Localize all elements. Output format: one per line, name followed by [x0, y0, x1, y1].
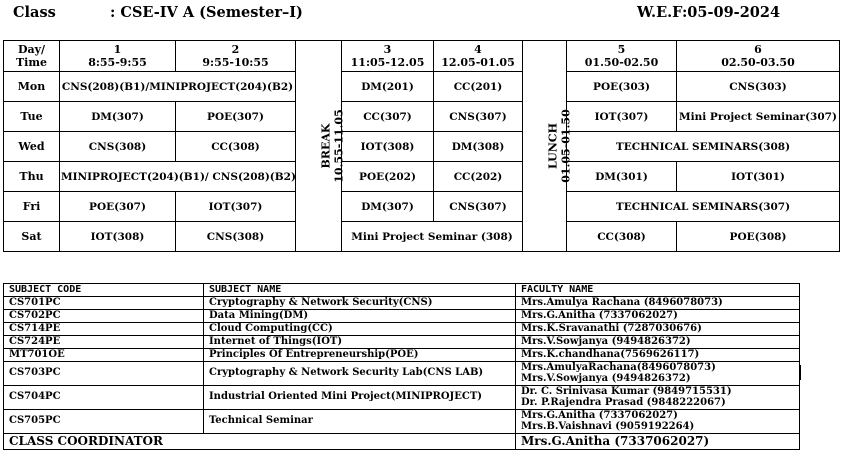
period-cell: CNS(308) — [176, 222, 296, 252]
subject-name: Cryptography & Network Security(CNS) — [204, 297, 516, 310]
subject-row — [4, 336, 800, 349]
faculty-name: Mrs.G.Anitha (7337062027) — [516, 310, 800, 323]
timetable-row-sat — [4, 222, 840, 252]
lunch-column: LUNCH 01.05-01.50 — [523, 41, 567, 252]
faculty-name: Mrs.K.chandhana(7569626117) — [516, 349, 800, 362]
faculty-name: Mrs.K.Sravanathi (7287030676) — [516, 323, 800, 336]
timetable-header-row — [4, 41, 840, 72]
period-cell: IOT(308) — [342, 132, 434, 162]
timetable-row-tue — [4, 102, 840, 132]
subject-name: Cryptography & Network Security Lab(CNS LAB) — [204, 362, 516, 386]
period-cell: DM(308) — [434, 132, 523, 162]
period-3-header: 3 11:05-12.05 — [342, 41, 434, 72]
faculty-name-header: FACULTY NAME — [516, 284, 800, 297]
subject-name: Cloud Computing(CC) — [204, 323, 516, 336]
period-cell: CC(201) — [434, 72, 523, 102]
period-cell: CC(308) — [176, 132, 296, 162]
period-cell: CNS(303) — [677, 72, 840, 102]
period-cell: POE(303) — [567, 72, 677, 102]
subject-code: CS704PC — [4, 386, 204, 410]
period-cell: CNS(307) — [434, 102, 523, 132]
period-cell: TECHNICAL SEMINARS(307) — [567, 192, 840, 222]
subject-code: CS701PC — [4, 297, 204, 310]
subject-row — [4, 410, 800, 434]
period-4-header: 4 12.05-01.05 — [434, 41, 523, 72]
subject-code: CS714PE — [4, 323, 204, 336]
day-cell: Thu — [4, 162, 60, 192]
period-cell: IOT(301) — [677, 162, 840, 192]
subject-row — [4, 323, 800, 336]
subject-row — [4, 310, 800, 323]
effective-date: W.E.F:05-09-2024 — [637, 4, 781, 21]
faculty-name: Mrs.V.Sowjanya (9494826372) — [516, 336, 800, 349]
period-cell: DM(307) — [342, 192, 434, 222]
period-cell: POE(307) — [176, 102, 296, 132]
period-cell: IOT(308) — [60, 222, 176, 252]
period-cell: TECHNICAL SEMINARS(308) — [567, 132, 840, 162]
break-column: BREAK 10.55-11.05 — [296, 41, 342, 252]
period-cell: POE(307) — [60, 192, 176, 222]
timetable-row-fri — [4, 192, 840, 222]
class-coordinator-name: Mrs.G.Anitha (7337062027) — [516, 434, 800, 450]
period-cell: Mini Project Seminar(307) — [677, 102, 840, 132]
subject-table — [3, 283, 800, 450]
subject-row — [4, 297, 800, 310]
subject-code: MT701OE — [4, 349, 204, 362]
period-2-header: 2 9:55-10:55 — [176, 41, 296, 72]
period-1-header: 1 8:55-9:55 — [60, 41, 176, 72]
class-section: : CSE-IV A (Semester–I) — [110, 4, 303, 21]
period-cell: MINIPROJECT(204)(B1)/ CNS(208)(B2) — [60, 162, 296, 192]
day-cell: Fri — [4, 192, 60, 222]
subject-name: Internet of Things(IOT) — [204, 336, 516, 349]
text-cursor — [800, 365, 801, 380]
period-cell: CNS(308) — [60, 132, 176, 162]
class-coordinator-label: CLASS COORDINATOR — [4, 434, 516, 450]
subject-code: CS702PC — [4, 310, 204, 323]
class-label: Class — [13, 4, 56, 21]
subject-code-header: SUBJECT CODE — [4, 284, 204, 297]
period-5-header: 5 01.50-02.50 — [567, 41, 677, 72]
day-cell: Tue — [4, 102, 60, 132]
class-coordinator-row — [4, 434, 800, 450]
subject-row — [4, 386, 800, 410]
period-cell: Mini Project Seminar (308) — [342, 222, 523, 252]
subject-code: CS724PE — [4, 336, 204, 349]
subject-code: CS703PC — [4, 362, 204, 386]
faculty-name: Mrs.AmulyaRachana(8496078073) Mrs.V.Sowjanya (9494826372) — [516, 362, 800, 386]
subject-table-header — [4, 284, 800, 297]
day-cell: Mon — [4, 72, 60, 102]
subject-name: Principles Of Entrepreneurship(POE) — [204, 349, 516, 362]
day-cell: Sat — [4, 222, 60, 252]
period-cell: IOT(307) — [176, 192, 296, 222]
period-cell: CC(202) — [434, 162, 523, 192]
period-cell: POE(202) — [342, 162, 434, 192]
faculty-name: Mrs.G.Anitha (7337062027) Mrs.B.Vaishnavi (9059192264) — [516, 410, 800, 434]
period-cell: POE(308) — [677, 222, 840, 252]
faculty-name: Dr. C. Srinivasa Kumar (9849715531) Dr. P.Rajendra Prasad (9848222067) — [516, 386, 800, 410]
subject-name: Technical Seminar — [204, 410, 516, 434]
period-cell: IOT(307) — [567, 102, 677, 132]
timetable-row-wed — [4, 132, 840, 162]
period-cell: DM(307) — [60, 102, 176, 132]
day-cell: Wed — [4, 132, 60, 162]
period-cell: DM(301) — [567, 162, 677, 192]
period-6-header: 6 02.50-03.50 — [677, 41, 840, 72]
period-cell: CC(308) — [567, 222, 677, 252]
day-time-header: Day/ Time — [4, 41, 60, 72]
timetable-row-mon — [4, 72, 840, 102]
period-cell: CNS(208)(B1)/MINIPROJECT(204)(B2) — [60, 72, 296, 102]
subject-row — [4, 362, 800, 386]
timetable-row-thu — [4, 162, 840, 192]
period-cell: CC(307) — [342, 102, 434, 132]
subject-name-header: SUBJECT NAME — [204, 284, 516, 297]
faculty-name: Mrs.Amulya Rachana (8496078073) — [516, 297, 800, 310]
subject-name: Data Mining(DM) — [204, 310, 516, 323]
timetable — [3, 40, 840, 252]
subject-row — [4, 349, 800, 362]
subject-name: Industrial Oriented Mini Project(MINIPROJECT) — [204, 386, 516, 410]
period-cell: DM(201) — [342, 72, 434, 102]
period-cell: CNS(307) — [434, 192, 523, 222]
subject-code: CS705PC — [4, 410, 204, 434]
